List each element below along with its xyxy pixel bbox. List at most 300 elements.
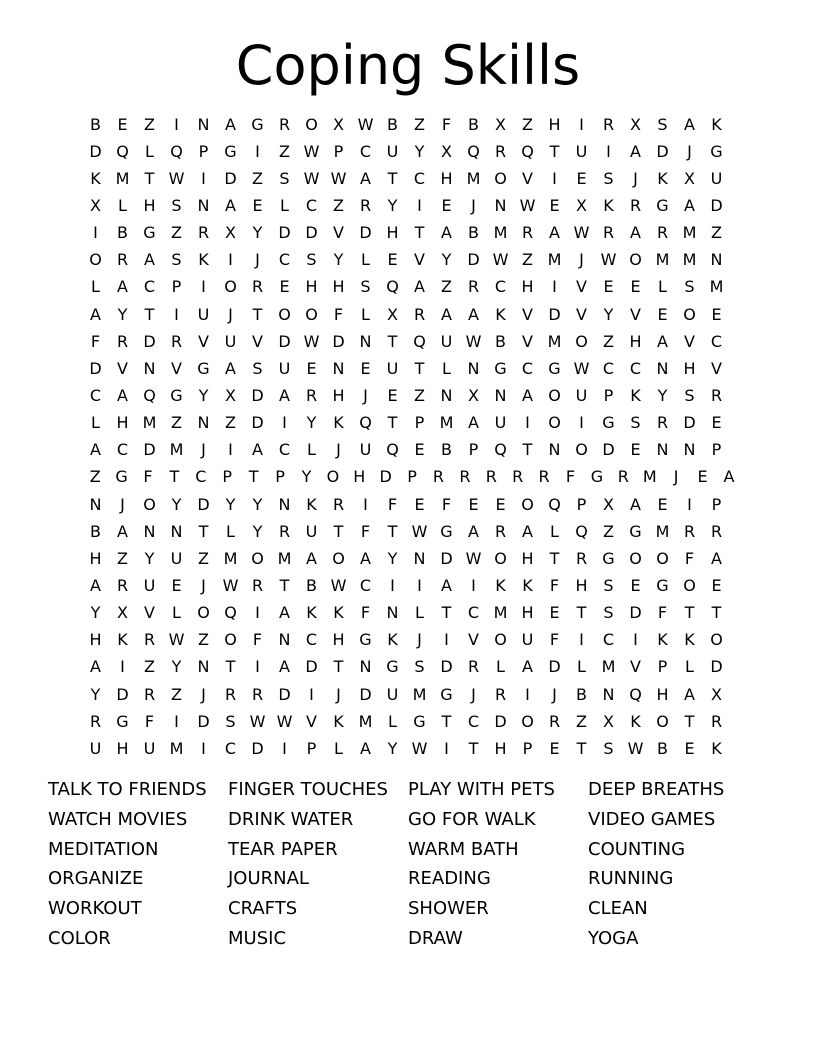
grid-letter: N xyxy=(548,440,561,460)
grid-letter: G xyxy=(494,358,507,378)
grid-letter: E xyxy=(414,494,425,514)
grid-row xyxy=(82,165,742,192)
grid-row xyxy=(82,301,742,328)
grid-letter: F xyxy=(143,467,153,487)
grid-letter: B xyxy=(468,223,479,243)
grid-letter: D xyxy=(89,358,102,378)
grid-row xyxy=(82,410,742,437)
grid-letter: Y xyxy=(144,548,155,568)
grid-letter: Z xyxy=(603,331,614,351)
grid-letter: Y xyxy=(198,385,209,405)
grid-letter: H xyxy=(683,358,696,378)
grid-letter: W xyxy=(330,575,347,595)
grid-letter: N xyxy=(197,195,210,215)
grid-letter: W xyxy=(465,548,482,568)
grid-letter: Y xyxy=(387,195,398,215)
grid-letter: Z xyxy=(198,548,209,568)
grid-letter: T xyxy=(549,548,560,568)
grid-letter: L xyxy=(685,657,694,677)
grid-letter: V xyxy=(522,331,533,351)
grid-letter: A xyxy=(522,385,533,405)
grid-letter: S xyxy=(684,277,695,297)
grid-letter: G xyxy=(440,684,453,704)
grid-letter: R xyxy=(143,684,156,704)
grid-letter: Q xyxy=(224,603,237,623)
grid-letter: Z xyxy=(252,168,263,188)
grid-letter: J xyxy=(363,385,368,405)
grid-letter: W xyxy=(249,711,266,731)
grid-letter: H xyxy=(521,548,534,568)
grid-letter: R xyxy=(116,575,129,595)
grid-letter: A xyxy=(684,114,695,134)
grid-letter: I xyxy=(444,738,449,758)
grid-letter: U xyxy=(89,738,102,758)
grid-letter: Y xyxy=(171,494,182,514)
grid-letter: R xyxy=(116,331,129,351)
grid-letter: G xyxy=(386,657,399,677)
grid-letter: U xyxy=(386,358,399,378)
grid-letter: V xyxy=(711,358,722,378)
grid-letter: C xyxy=(305,195,318,215)
grid-letter: W xyxy=(411,738,428,758)
grid-letter: E xyxy=(171,575,182,595)
grid-letter: E xyxy=(630,440,641,460)
grid-letter: A xyxy=(468,304,479,324)
grid-letter: E xyxy=(630,277,641,297)
grid-letter: X xyxy=(90,195,101,215)
grid-letter: N xyxy=(143,358,156,378)
grid-letter: V xyxy=(630,657,641,677)
grid-letter: Z xyxy=(117,548,128,568)
grid-letter: M xyxy=(493,223,508,243)
grid-letter: Q xyxy=(467,141,480,161)
grid-letter: L xyxy=(145,141,154,161)
grid-letter: F xyxy=(684,548,695,568)
grid-letter: M xyxy=(358,711,373,731)
grid-letter: G xyxy=(116,711,129,731)
grid-letter: O xyxy=(89,250,102,270)
grid-letter: E xyxy=(387,250,398,270)
grid-letter: K xyxy=(630,385,641,405)
grid-letter: G xyxy=(413,711,426,731)
grid-letter: W xyxy=(303,331,320,351)
word-list-item: RUNNING xyxy=(588,868,674,890)
grid-row xyxy=(82,464,742,491)
grid-letter: H xyxy=(89,630,102,650)
grid-letter: C xyxy=(602,358,615,378)
grid-letter: B xyxy=(387,114,398,134)
grid-letter: K xyxy=(333,603,344,623)
grid-letter: N xyxy=(89,494,102,514)
grid-letter: I xyxy=(255,657,260,677)
grid-letter: E xyxy=(549,738,560,758)
grid-letter: X xyxy=(225,385,236,405)
grid-letter: A xyxy=(90,440,101,460)
grid-letter: E xyxy=(549,195,560,215)
grid-letter: T xyxy=(549,141,560,161)
grid-row xyxy=(82,491,742,518)
grid-letter: T xyxy=(387,168,398,188)
grid-letter: I xyxy=(174,711,179,731)
grid-letter: I xyxy=(201,277,206,297)
grid-letter: A xyxy=(657,331,668,351)
grid-letter: R xyxy=(575,548,588,568)
word-list-item: CRAFTS xyxy=(228,898,298,920)
grid-letter: G xyxy=(170,385,183,405)
grid-letter: D xyxy=(251,738,264,758)
grid-letter: C xyxy=(467,603,480,623)
grid-letter: B xyxy=(306,575,317,595)
grid-letter: A xyxy=(360,548,371,568)
grid-letter: I xyxy=(363,494,368,514)
grid-letter: M xyxy=(682,223,697,243)
grid-letter: L xyxy=(226,521,235,541)
grid-letter: A xyxy=(225,358,236,378)
grid-letter: U xyxy=(143,575,156,595)
grid-letter: Y xyxy=(333,250,344,270)
grid-letter: B xyxy=(441,440,452,460)
grid-letter: Q xyxy=(548,494,561,514)
grid-letter: R xyxy=(116,250,129,270)
grid-letter: J xyxy=(336,684,341,704)
grid-letter: R xyxy=(467,277,480,297)
grid-letter: D xyxy=(224,168,237,188)
grid-letter: N xyxy=(278,494,291,514)
grid-letter: W xyxy=(303,141,320,161)
grid-letter: O xyxy=(548,385,561,405)
grid-letter: F xyxy=(333,304,344,324)
grid-letter: O xyxy=(575,331,588,351)
grid-letter: R xyxy=(332,494,345,514)
grid-letter: Y xyxy=(306,413,317,433)
grid-letter: O xyxy=(629,548,642,568)
grid-letter: B xyxy=(468,114,479,134)
grid-row xyxy=(82,247,742,274)
grid-letter: S xyxy=(630,413,641,433)
grid-letter: E xyxy=(441,195,452,215)
grid-letter: C xyxy=(116,440,129,460)
grid-row xyxy=(82,382,742,409)
grid-letter: Y xyxy=(252,521,263,541)
grid-letter: A xyxy=(522,657,533,677)
grid-letter: G xyxy=(602,548,615,568)
grid-letter: Q xyxy=(521,141,534,161)
grid-letter: K xyxy=(387,630,398,650)
grid-letter: D xyxy=(548,657,561,677)
grid-letter: M xyxy=(439,413,454,433)
grid-letter: X xyxy=(117,603,128,623)
grid-letter: V xyxy=(198,331,209,351)
grid-letter: U xyxy=(521,630,534,650)
grid-letter: Q xyxy=(494,440,507,460)
grid-letter: S xyxy=(171,195,182,215)
grid-letter: V xyxy=(576,277,587,297)
grid-row xyxy=(82,681,742,708)
grid-letter: D xyxy=(379,467,392,487)
grid-row xyxy=(82,735,742,762)
grid-letter: A xyxy=(279,603,290,623)
grid-letter: T xyxy=(333,657,344,677)
grid-letter: I xyxy=(606,141,611,161)
grid-letter: L xyxy=(550,521,559,541)
grid-row xyxy=(82,708,742,735)
grid-letter: J xyxy=(255,250,260,270)
grid-letter: G xyxy=(115,467,128,487)
grid-letter: D xyxy=(305,223,318,243)
grid-letter: K xyxy=(657,168,668,188)
grid-letter: R xyxy=(494,141,507,161)
grid-letter: G xyxy=(710,141,723,161)
grid-row xyxy=(82,572,742,599)
grid-letter: O xyxy=(683,575,696,595)
grid-letter: T xyxy=(333,521,344,541)
grid-letter: X xyxy=(441,141,452,161)
grid-letter: R xyxy=(413,304,426,324)
grid-letter: I xyxy=(174,304,179,324)
grid-letter: U xyxy=(359,440,372,460)
grid-letter: Y xyxy=(441,250,452,270)
grid-letter: L xyxy=(442,358,451,378)
grid-letter: T xyxy=(225,657,236,677)
grid-letter: P xyxy=(522,738,533,758)
word-search-grid xyxy=(82,111,742,762)
grid-letter: K xyxy=(117,630,128,650)
grid-letter: D xyxy=(197,711,210,731)
grid-letter: B xyxy=(657,738,668,758)
grid-letter: S xyxy=(684,385,695,405)
grid-letter: R xyxy=(197,223,210,243)
grid-letter: D xyxy=(143,331,156,351)
grid-letter: I xyxy=(552,277,557,297)
grid-letter: A xyxy=(630,494,641,514)
grid-letter: D xyxy=(494,711,507,731)
grid-letter: D xyxy=(305,657,318,677)
grid-letter: Z xyxy=(603,521,614,541)
grid-letter: X xyxy=(576,195,587,215)
grid-letter: Q xyxy=(359,413,372,433)
grid-letter: O xyxy=(575,440,588,460)
grid-letter: T xyxy=(684,603,695,623)
grid-letter: O xyxy=(224,277,237,297)
grid-letter: A xyxy=(414,277,425,297)
grid-letter: C xyxy=(89,385,102,405)
grid-letter: Z xyxy=(171,223,182,243)
grid-letter: T xyxy=(522,440,533,460)
grid-letter: Y xyxy=(117,304,128,324)
grid-letter: A xyxy=(279,385,290,405)
grid-letter: Z xyxy=(144,657,155,677)
grid-letter: W xyxy=(411,521,428,541)
grid-letter: P xyxy=(333,141,344,161)
word-list-item: CLEAN xyxy=(588,898,648,920)
grid-letter: I xyxy=(417,575,422,595)
grid-row xyxy=(82,192,742,219)
grid-letter: W xyxy=(492,250,509,270)
grid-letter: A xyxy=(360,738,371,758)
grid-letter: A xyxy=(684,195,695,215)
grid-letter: T xyxy=(711,603,722,623)
grid-row xyxy=(82,274,742,301)
grid-letter: O xyxy=(494,548,507,568)
grid-letter: D xyxy=(332,331,345,351)
grid-letter: N xyxy=(602,684,615,704)
grid-letter: T xyxy=(387,331,398,351)
grid-letter: I xyxy=(390,575,395,595)
grid-letter: R xyxy=(305,385,318,405)
grid-letter: V xyxy=(144,603,155,623)
grid-letter: R xyxy=(710,521,723,541)
grid-letter: U xyxy=(575,141,588,161)
grid-letter: A xyxy=(723,467,735,487)
grid-letter: F xyxy=(441,114,452,134)
grid-letter: D xyxy=(548,304,561,324)
grid-letter: S xyxy=(603,168,614,188)
grid-letter: L xyxy=(91,413,100,433)
grid-letter: H xyxy=(353,467,366,487)
grid-letter: A xyxy=(630,223,641,243)
grid-letter: C xyxy=(195,467,207,487)
grid-letter: O xyxy=(710,630,723,650)
grid-letter: N xyxy=(413,548,426,568)
grid-letter: V xyxy=(522,168,533,188)
grid-letter: E xyxy=(576,168,587,188)
grid-letter: Y xyxy=(90,684,101,704)
grid-letter: W xyxy=(573,358,590,378)
grid-letter: C xyxy=(494,277,507,297)
grid-letter: Y xyxy=(90,603,101,623)
grid-letter: R xyxy=(278,521,291,541)
grid-letter: W xyxy=(303,168,320,188)
grid-letter: N xyxy=(197,413,210,433)
grid-letter: H xyxy=(656,684,669,704)
grid-letter: L xyxy=(361,304,370,324)
grid-letter: C xyxy=(413,168,426,188)
grid-letter: G xyxy=(629,521,642,541)
grid-letter: W xyxy=(519,195,536,215)
grid-letter: R xyxy=(432,467,445,487)
grid-letter: T xyxy=(144,168,155,188)
grid-letter: J xyxy=(673,467,679,487)
grid-letter: R xyxy=(710,385,723,405)
grid-row xyxy=(82,138,742,165)
grid-letter: A xyxy=(711,548,722,568)
grid-letter: N xyxy=(359,331,372,351)
grid-letter: Z xyxy=(225,413,236,433)
grid-letter: B xyxy=(90,114,101,134)
grid-letter: Q xyxy=(386,440,399,460)
grid-letter: Q xyxy=(170,141,183,161)
grid-letter: O xyxy=(251,548,264,568)
grid-letter: R xyxy=(170,331,183,351)
grid-letter: E xyxy=(603,277,614,297)
grid-letter: E xyxy=(549,603,560,623)
grid-letter: R xyxy=(548,711,561,731)
grid-letter: F xyxy=(549,630,560,650)
word-list-item: TALK TO FRIENDS xyxy=(48,779,207,800)
word-list-item: DRINK WATER xyxy=(228,808,354,830)
grid-letter: C xyxy=(278,440,291,460)
grid-letter: G xyxy=(440,521,453,541)
grid-letter: R xyxy=(521,223,534,243)
word-list-item: PLAY WITH PETS xyxy=(408,779,555,800)
grid-letter: I xyxy=(282,738,287,758)
grid-letter: V xyxy=(468,630,479,650)
grid-letter: F xyxy=(90,331,101,351)
grid-letter: O xyxy=(548,413,561,433)
grid-letter: N xyxy=(197,657,210,677)
grid-letter: H xyxy=(386,223,399,243)
grid-letter: A xyxy=(144,250,155,270)
grid-letter: E xyxy=(360,358,371,378)
grid-letter: N xyxy=(332,358,345,378)
grid-letter: R xyxy=(710,711,723,731)
word-list-item: FINGER TOUCHES xyxy=(228,779,388,800)
grid-letter: Q xyxy=(143,385,156,405)
grid-letter: J xyxy=(228,304,233,324)
grid-letter: O xyxy=(305,114,318,134)
grid-letter: A xyxy=(360,168,371,188)
grid-letter: A xyxy=(225,114,236,134)
grid-letter: K xyxy=(711,738,722,758)
grid-letter: M xyxy=(547,331,562,351)
grid-letter: Z xyxy=(333,195,344,215)
grid-letter: O xyxy=(656,548,669,568)
grid-letter: T xyxy=(576,738,587,758)
grid-letter: V xyxy=(117,358,128,378)
grid-letter: T xyxy=(198,521,209,541)
grid-letter: G xyxy=(251,114,264,134)
grid-letter: P xyxy=(576,494,587,514)
grid-letter: L xyxy=(307,440,316,460)
grid-letter: X xyxy=(387,304,398,324)
grid-letter: X xyxy=(468,385,479,405)
grid-letter: C xyxy=(521,358,534,378)
grid-letter: T xyxy=(441,603,452,623)
grid-letter: R xyxy=(251,684,264,704)
grid-letter: R xyxy=(278,114,291,134)
grid-letter: W xyxy=(168,630,185,650)
grid-letter: J xyxy=(687,141,692,161)
grid-letter: N xyxy=(359,657,372,677)
grid-letter: S xyxy=(171,250,182,270)
grid-letter: E xyxy=(495,494,506,514)
grid-letter: I xyxy=(201,738,206,758)
grid-letter: I xyxy=(309,684,314,704)
grid-letter: R xyxy=(602,114,615,134)
grid-letter: T xyxy=(468,738,479,758)
grid-letter: E xyxy=(387,385,398,405)
word-list-item: READING xyxy=(408,868,491,890)
grid-letter: G xyxy=(656,195,669,215)
grid-letter: D xyxy=(602,440,615,460)
grid-letter: R xyxy=(459,467,471,487)
grid-row xyxy=(82,328,742,355)
grid-letter: N xyxy=(386,603,399,623)
grid-letter: E xyxy=(684,738,695,758)
grid-letter: K xyxy=(630,711,641,731)
grid-letter: K xyxy=(603,195,614,215)
grid-letter: X xyxy=(603,494,614,514)
grid-letter: Y xyxy=(657,385,668,405)
grid-row xyxy=(82,111,742,138)
grid-letter: N xyxy=(143,521,156,541)
word-list-item: WARM BATH xyxy=(408,838,519,860)
grid-letter: F xyxy=(360,521,371,541)
grid-letter: H xyxy=(521,603,534,623)
grid-letter: W xyxy=(573,223,590,243)
grid-letter: Y xyxy=(301,467,312,487)
grid-letter: M xyxy=(642,467,657,487)
